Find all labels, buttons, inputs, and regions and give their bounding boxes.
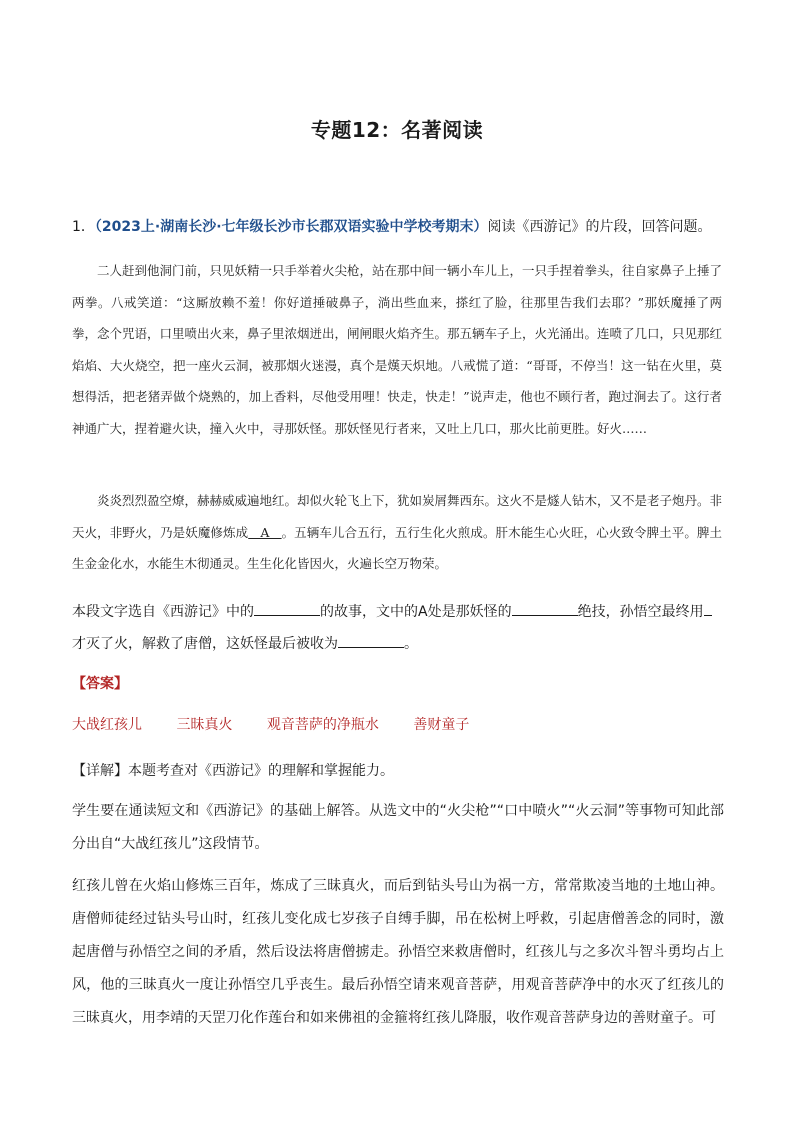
- answer-blank-1[interactable]: [254, 601, 320, 616]
- excerpt-text-after: 。五辆车儿合五行，五行生化火煎成。肝木能生心火旺，心火致令脾土平。脾土生金金化水，水能生木彻通灵。生生化化皆因火，火遍长空万物荣。: [72, 524, 722, 571]
- answer-item: 观音菩萨的净瓶水: [266, 717, 379, 733]
- answer-label: 【答案】: [72, 676, 128, 692]
- detail-analysis: 学生要在通读短文和《西游记》的基础上解答。从选文中的“火尖枪”“口中喷火”“火云洞”等事物可知此部分出自“大战红孩儿”这段情节。: [72, 803, 724, 852]
- fill-text-2: 的故事，文中的A处是那妖怪的: [320, 604, 512, 620]
- answer-blank-3[interactable]: [704, 601, 712, 616]
- question-prompt: 阅读《西游记》的片段，回答问题。: [487, 219, 712, 235]
- fill-in-question: [72, 596, 724, 660]
- detail-background: 红孩儿曾在火焰山修炼三百年，炼成了三昧真火，而后到钻头号山为祸一方，常常欺凌当地的土地山神。唐僧师徒经过钻头号山时，红孩儿变化成七岁孩子自缚手脚，吊在松树上呼救，引起唐僧善念的同时，激起唐僧与孙悟空之间的矛盾，然后设法将唐僧掳走。孙悟空来救唐僧时，红孩儿与之多次斗智斗勇均占上风，他的三昧真火一度让孙悟空几乎丧生。最后孙悟空请来观音菩萨，用观音菩萨净中的水灭了红孩儿的三昧真火，用李靖的天罡刀化作莲台和如来佛祖的金箍将红孩儿降服，收作观音菩萨身边的善财童子。可: [72, 878, 724, 1026]
- page-title: 专题12：名著阅读: [310, 118, 484, 142]
- fill-text-5: 。: [404, 636, 418, 652]
- answer-list: [72, 714, 499, 734]
- question-header: [72, 216, 712, 238]
- question-source: （2023上·湖南长沙·七年级长沙市长郡双语实验中学校考期末）: [94, 219, 488, 235]
- answer-item: 大战红孩儿: [72, 717, 142, 733]
- excerpt-paragraph-2: [72, 485, 722, 580]
- answer-item: 善财童子: [413, 717, 470, 733]
- detail-intro: 【详解】本题考查对《西游记》的理解和掌握能力。: [72, 763, 394, 779]
- fill-text-3: 绝技，孙悟空最终用: [577, 604, 704, 620]
- answer-item: 三昧真火: [176, 717, 233, 733]
- question-number: 1．: [72, 219, 95, 235]
- blank-marker-a: A: [248, 524, 282, 540]
- answer-blank-4[interactable]: [338, 633, 404, 648]
- answer-blank-2[interactable]: [512, 601, 578, 616]
- excerpt-paragraph-1: 二人赶到他洞门前，只见妖精一只手举着火尖枪，站在那中间一辆小车儿上，一只手捏着拳头，往自家鼻子上捶了两拳。八戒笑道：“这厮放赖不羞！你好道捶破鼻子，淌出些血来，搽红了脸，往那里告我们去耶？”那妖魔捶了两拳，念个咒语，口里喷出火来，鼻子里浓烟迸出，闸闸眼火焰齐生。那五辆车子上，火光涌出。连喷了几口，只见那红焰焰、大火烧空，把一座火云洞，被那烟火迷漫，真个是熯天炽地。八戒慌了道：“哥哥，不停当！这一钻在火里，莫想得活，把老猪弄做个烧熟的，加上香料，尽他受用哩！快走，快走！”说声走，他也不顾行者，跑过涧去了。这行者神通广大，捏着避火诀，撞入火中，寻那妖怪。那妖怪见行者来，又吐上几口，那火比前更胜。好火……: [72, 263, 723, 436]
- excerpt-text-before: 炎炎烈烈盈空燎，赫赫威威遍地红。却似火轮飞上下，犹如炭屑舞西东。这火不是燧人钻木，又不是老子炮丹。非天火，非野火，乃是妖魔修炼成: [72, 493, 723, 540]
- fill-text-4: 才灭了火，解救了唐僧，这妖怪最后被收为: [72, 636, 338, 652]
- fill-text-1: 本段文字选自《西游记》中的: [72, 604, 254, 620]
